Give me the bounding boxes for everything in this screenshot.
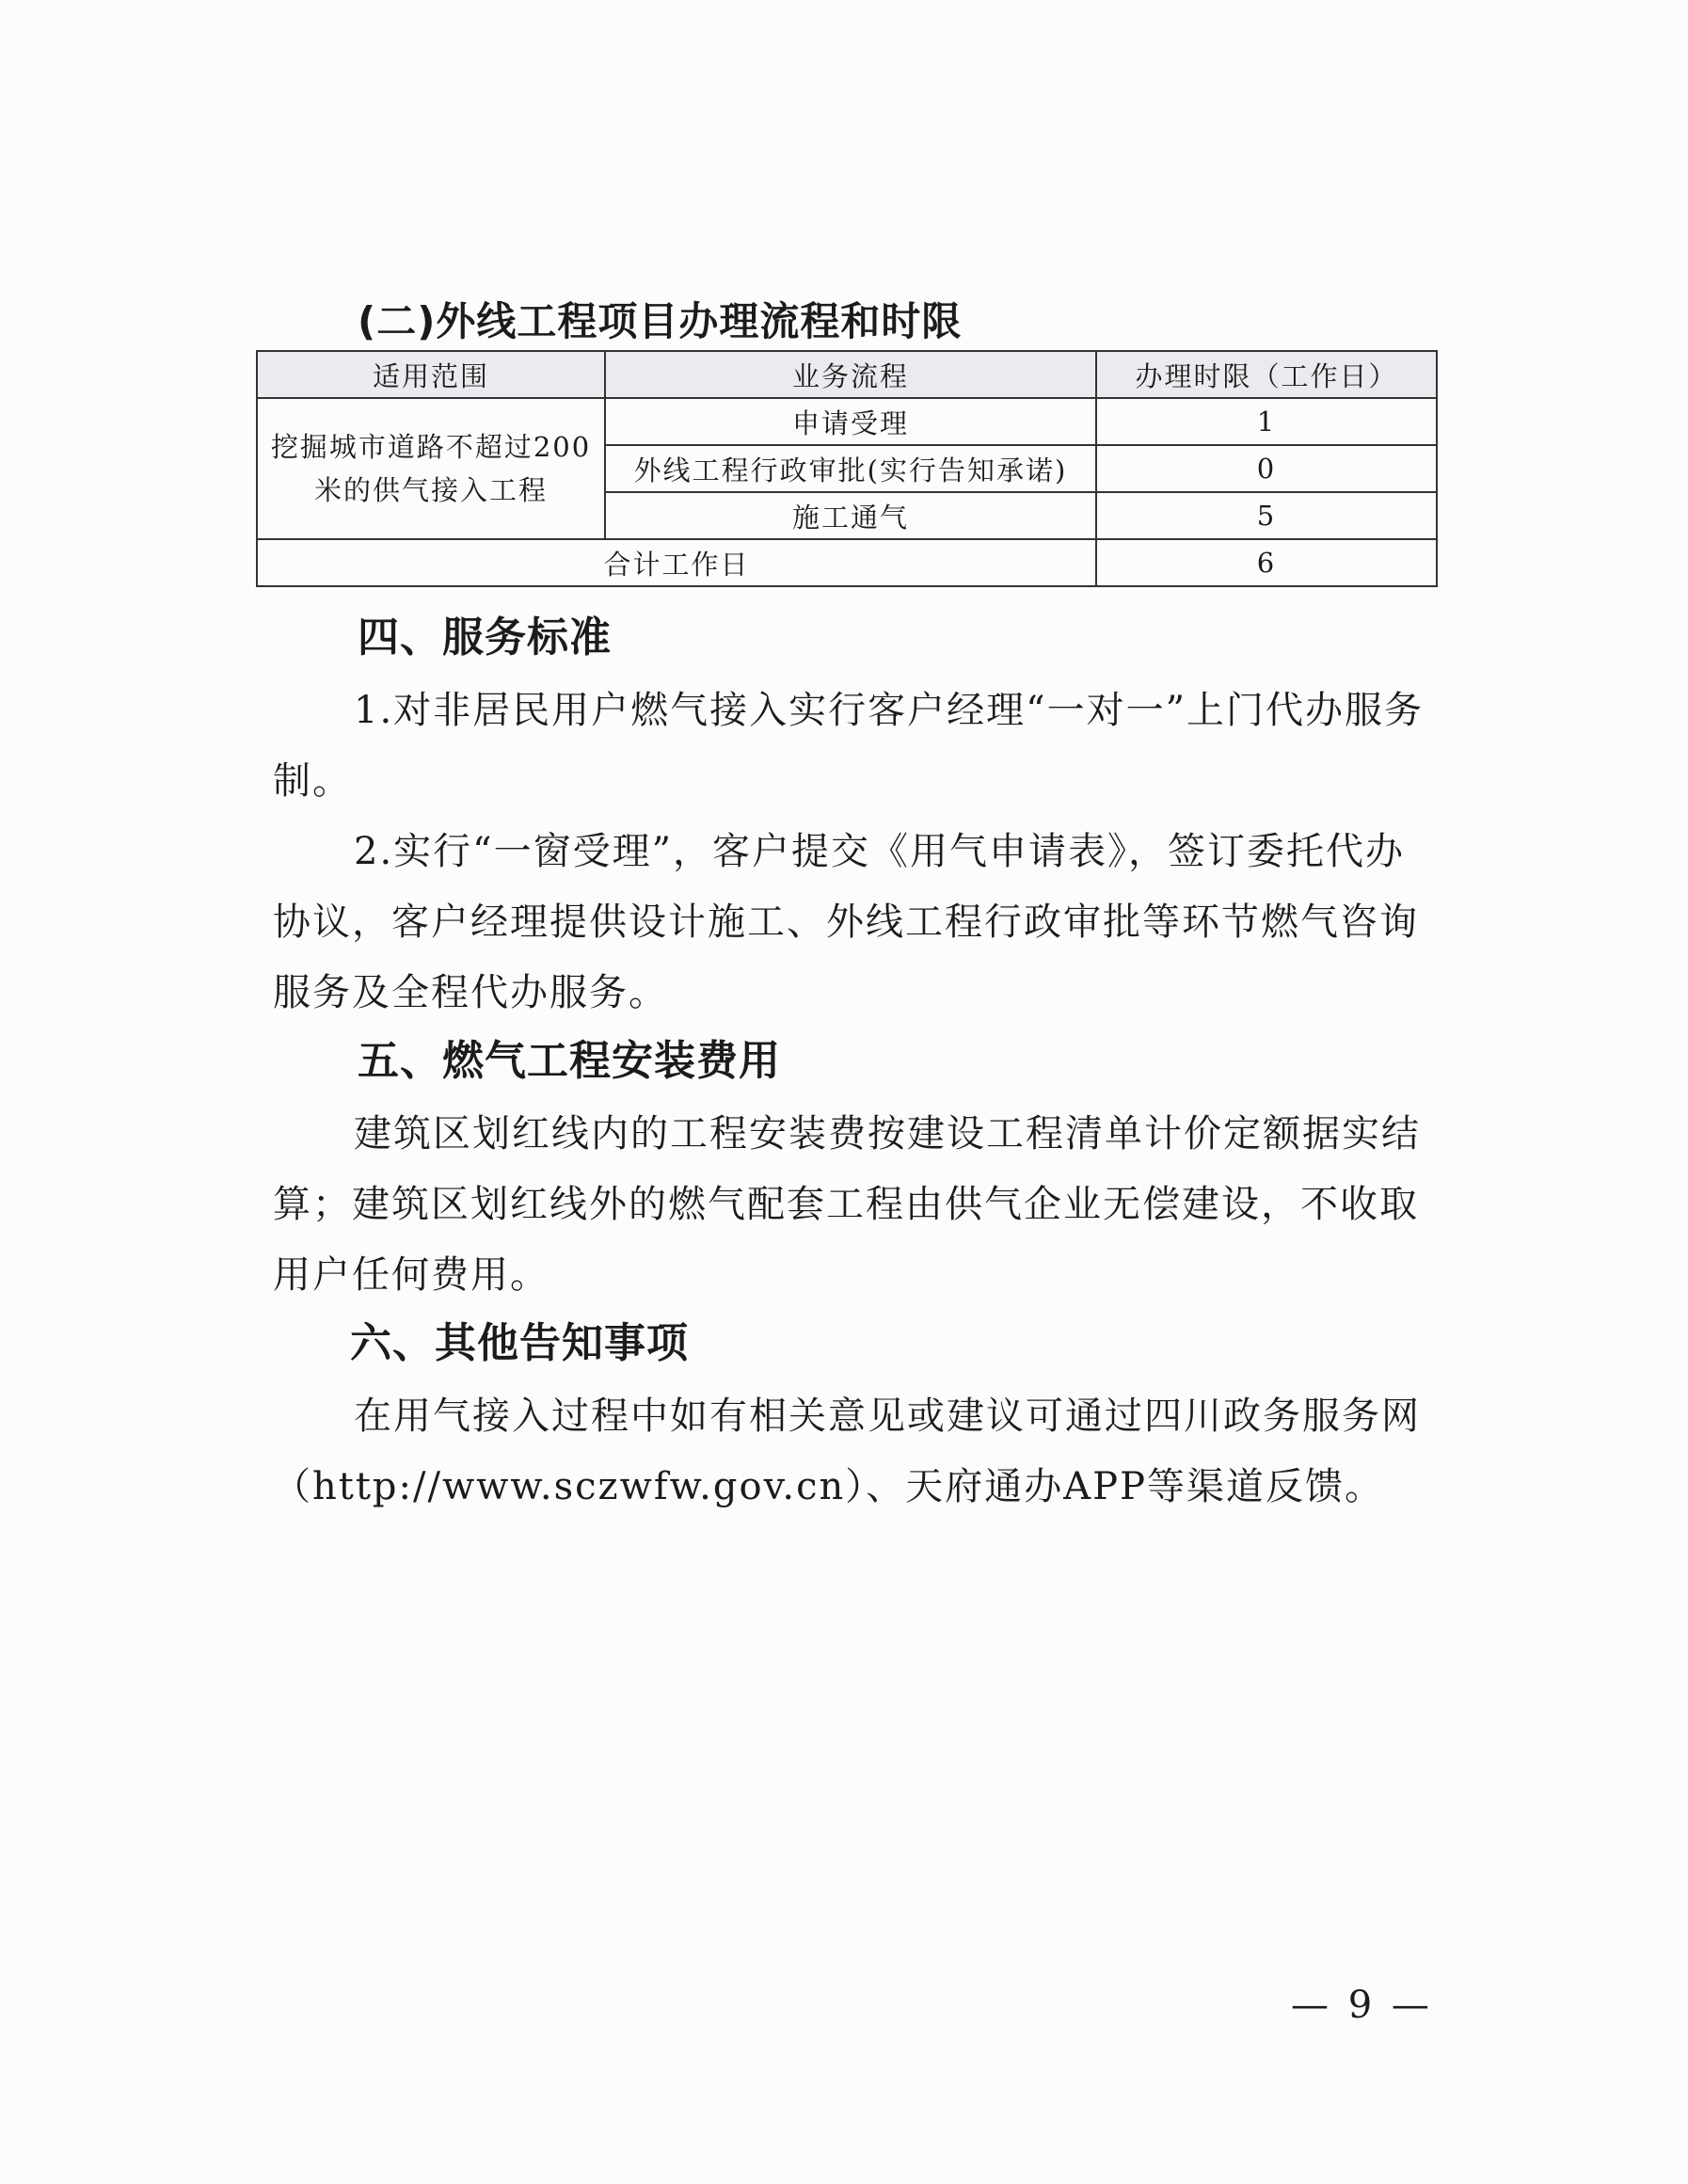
section-4-paragraph-1: 1.对非居民用户燃气接入实行客户经理“一对一”上门代办服务制。	[273, 689, 1425, 803]
table-header-scope: 适用范围	[257, 351, 605, 398]
table-header-row	[257, 351, 1437, 398]
process-table	[256, 350, 1438, 587]
section-4-heading: 四、服务标准	[358, 614, 612, 662]
table-cell-process: 外线工程行政审批(实行告知承诺)	[605, 445, 1096, 492]
section-5-heading: 五、燃气工程安装费用	[358, 1037, 781, 1085]
table-total-days: 6	[1096, 539, 1437, 586]
table-cell-scope: 挖掘城市道路不超过200米的供气接入工程	[257, 398, 605, 539]
section-5-paragraph-1: 建筑区划红线内的工程安装费按建设工程清单计价定额据实结算；建筑区划红线外的燃气配套工程由供气企业无偿建设，不收取用户任何费用。	[273, 1112, 1421, 1297]
page-number: — 9 —	[1291, 1984, 1433, 2027]
section-6-paragraph-1: 在用气接入过程中如有相关意见或建议可通过四川政务服务网（http://www.sczwfw.gov.cn）、天府通办APP等渠道反馈。	[273, 1395, 1421, 1508]
table-cell-process: 申请受理	[605, 398, 1096, 445]
table-total-label: 合计工作日	[257, 539, 1096, 586]
table-cell-days: 0	[1096, 445, 1437, 492]
table-cell-process: 施工通气	[605, 492, 1096, 539]
table-cell-days: 5	[1096, 492, 1437, 539]
table-total-row	[257, 539, 1437, 586]
table-header-process: 业务流程	[605, 351, 1096, 398]
table-header-time-limit: 办理时限（工作日）	[1096, 351, 1437, 398]
table-cell-days: 1	[1096, 398, 1437, 445]
section-4-paragraph-2: 2.实行“一窗受理”，客户提交《用气申请表》，签订委托代办协议，客户经理提供设计施工、外线工程行政审批等环节燃气咨询服务及全程代办服务。	[273, 830, 1419, 1014]
section-6-heading: 六、其他告知事项	[350, 1319, 689, 1367]
table-row	[257, 398, 1437, 445]
outer-line-project-heading: (二)外线工程项目办理流程和时限	[358, 298, 963, 344]
